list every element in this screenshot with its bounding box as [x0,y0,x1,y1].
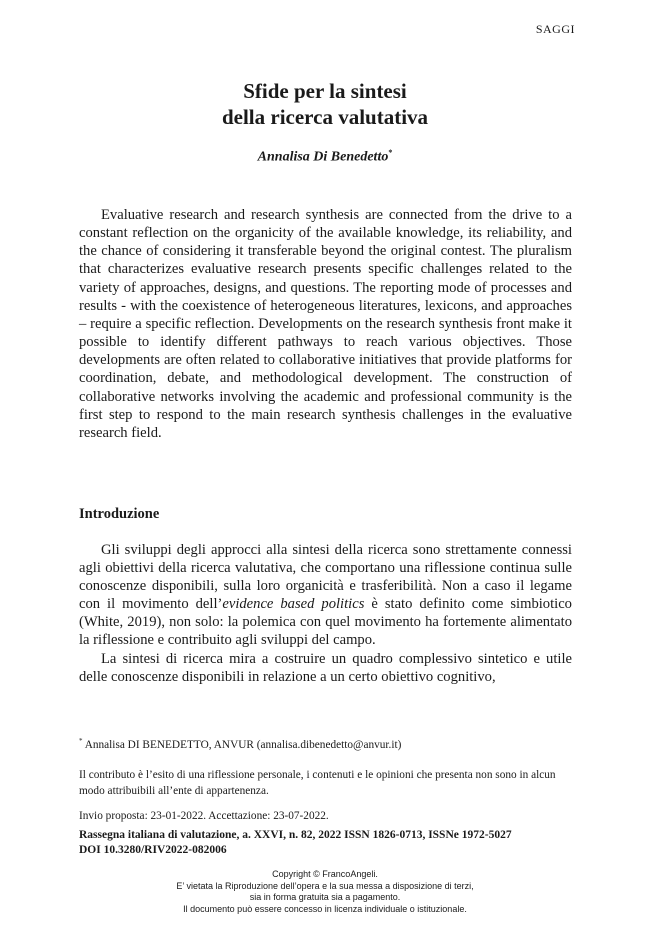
footnote-text: Annalisa DI BENEDETTO, ANVUR (annalisa.dibenedetto@anvur.it) [84,738,402,751]
footnote-mark: * [79,737,83,745]
journal-info [79,828,579,858]
journal-citation: Rassegna italiana di valutazione, a. XXVI, n. 82, 2022 ISSN 1826-0713, ISSNe 1972-5027 [79,829,512,841]
journal-doi: DOI 10.3280/RIV2022-082006 [79,844,227,856]
intro-p1-text-a: Gli sviluppi degli approcci alla sintesi della ricerca sono strettamente connessi agli obiettivi della ricerca valutativa, che comportano una riflessione continua sulle conoscenze disponibili, sulla loro organicità e trasferibilità. Non a caso il legame con il movimento dell’ [79,542,572,613]
intro-paragraph-2: La sintesi di ricerca mira a costruire un quadro complessivo sintetico e utile delle conoscenze disponibili in relazione a un certo obiettivo cognitivo, [79,650,572,685]
title-line-2: della ricerca valutativa [221,105,429,129]
intro-p1-text-b: è stato definito come simbiotico (White, 2019), non solo: la polemica con quel movimento ha fortemente alimentato la riflessione e contribuito agli sviluppi del campo. [79,596,572,649]
author-name: Annalisa Di Benedetto [257,149,389,165]
author-footnote [79,737,401,751]
article-title [0,78,650,130]
section-heading-introduzione: Introduzione [79,506,160,522]
abstract: Evaluative research and research synthesis are connected from the drive to a constant reflection on the organicity of the available knowledge, its reliability, and the chance of considering it transferable beyond the original contest. The pluralism that characterizes evaluative research presents specific challenges related to the variety of approaches, designs, and questions. The reporting mode of processes and results - with the coexistence of heterogeneous literatures, lexicons, and approaches – require a specific reflection. Developments on the research synthesis front make it possible to identify different pathways to reach various objectives. Those developments are often related to collaborative initiatives that provide platforms for coordination, debate, and methodological development. The construction of collaborative networks involving the academic and professional community is the first step to respond to the main research synthesis challenges in the evaluative research field. [79,207,572,441]
author-footnote-mark: * [388,148,393,157]
disclaimer-note: Il contributo è l’esito di una riflessione personale, i contenuti e le opinioni che presenta non sono in alcun modo attribuibili all’ente di appartenenza. [79,769,556,797]
copyright-line-2: E’ vietata la Riproduzione dell’opera e la sua messa a disposizione di terzi, [176,880,474,891]
copyright-line-3: sia in forma gratuita sia a pagamento. [249,892,401,902]
intro-paragraph-1 [79,541,572,650]
copyright-notice [0,869,650,915]
title-line-1: Sfide per la sintesi [243,79,407,103]
section-label: SAGGI [535,22,575,36]
copyright-line-1: Copyright © FrancoAngeli. [272,869,378,879]
copyright-line-4: Il documento può essere concesso in licenza individuale o istituzionale. [183,903,467,914]
submission-dates: Invio proposta: 23-01-2022. Accettazione: 23-07-2022. [79,810,329,822]
author-byline [0,148,650,166]
introduction-body [79,541,572,686]
intro-p1-emphasis: evidence based politics [222,596,365,613]
